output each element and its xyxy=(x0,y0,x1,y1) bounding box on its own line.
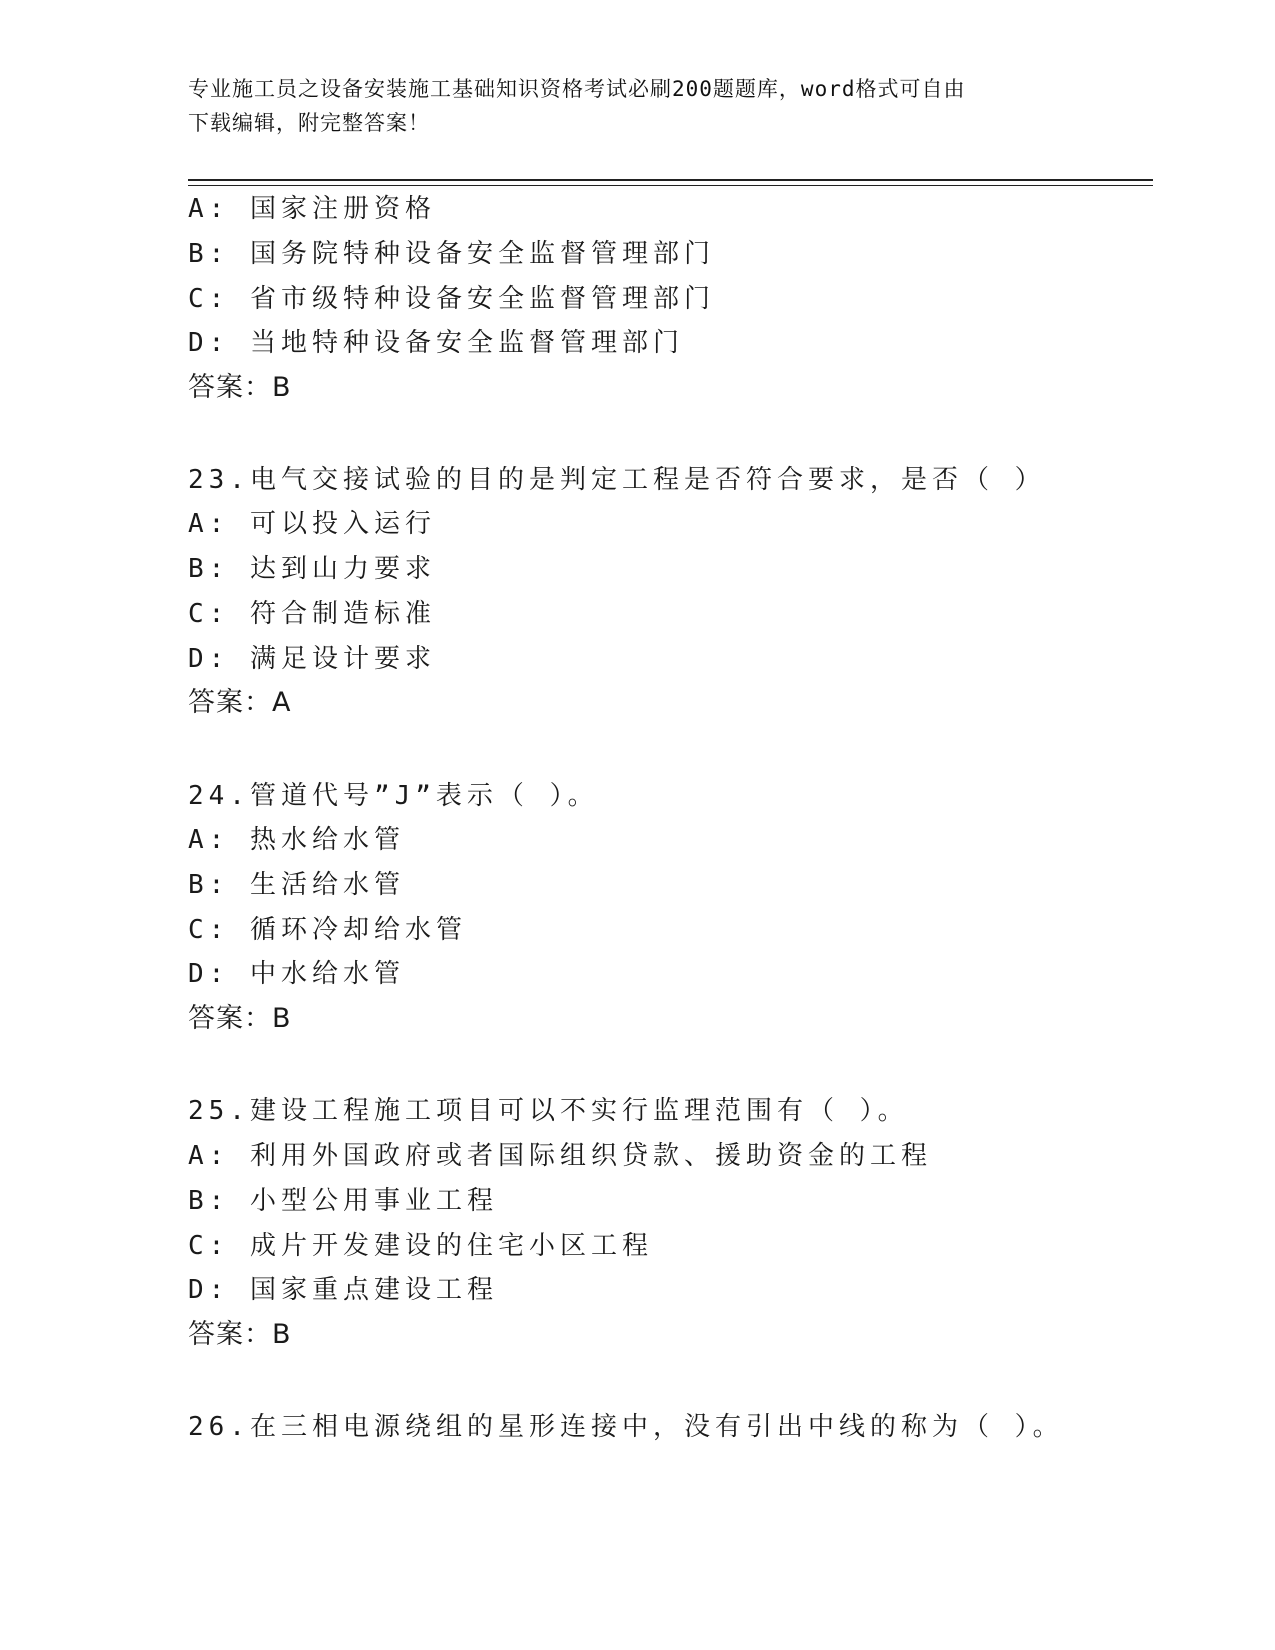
q22-answer: 答案：B xyxy=(188,372,292,403)
document-header xyxy=(188,72,1088,140)
q25-question: 25.建设工程施工项目可以不实行监理范围有（ ）。 xyxy=(188,1096,909,1126)
q23-option-c: C: 符合制造标准 xyxy=(188,599,436,629)
q24-option-d: D: 中水给水管 xyxy=(188,959,405,989)
q22-option-b: B: 国务院特种设备安全监督管理部门 xyxy=(188,239,715,269)
q25-option-a: A: 利用外国政府或者国际组织贷款、援助资金的工程 xyxy=(188,1141,932,1171)
q23-option-d: D: 满足设计要求 xyxy=(188,644,436,674)
q23-question: 23.电气交接试验的目的是判定工程是否符合要求，是否（ ） xyxy=(188,465,1046,495)
q26-question: 26.在三相电源绕组的星形连接中，没有引出中线的称为（ ）。 xyxy=(188,1412,1064,1442)
q23-option-a: A: 可以投入运行 xyxy=(188,509,436,539)
q22-option-c: C: 省市级特种设备安全监督管理部门 xyxy=(188,284,715,314)
q25-option-d: D: 国家重点建设工程 xyxy=(188,1275,498,1305)
q22-option-a: A: 国家注册资格 xyxy=(188,194,436,224)
header-line-2: 下载编辑，附完整答案！ xyxy=(188,111,430,135)
header-line-1: 专业施工员之设备安装施工基础知识资格考试必刷200题题库，word格式可自由 xyxy=(188,77,966,101)
header-divider xyxy=(188,179,1153,181)
q22-option-d: D: 当地特种设备安全监督管理部门 xyxy=(188,328,684,358)
q24-question: 24.管道代号”J”表示（ ）。 xyxy=(188,781,599,811)
q24-option-a: A: 热水给水管 xyxy=(188,825,405,855)
q23-option-b: B: 达到山力要求 xyxy=(188,554,436,584)
q23-answer: 答案：A xyxy=(188,687,292,718)
q24-answer: 答案：B xyxy=(188,1003,292,1034)
q24-option-b: B: 生活给水管 xyxy=(188,870,405,900)
q25-answer: 答案：B xyxy=(188,1319,292,1350)
header-divider-thin xyxy=(188,185,1153,186)
q24-option-c: C: 循环冷却给水管 xyxy=(188,915,467,945)
q25-option-b: B: 小型公用事业工程 xyxy=(188,1186,498,1216)
q25-option-c: C: 成片开发建设的住宅小区工程 xyxy=(188,1231,653,1261)
